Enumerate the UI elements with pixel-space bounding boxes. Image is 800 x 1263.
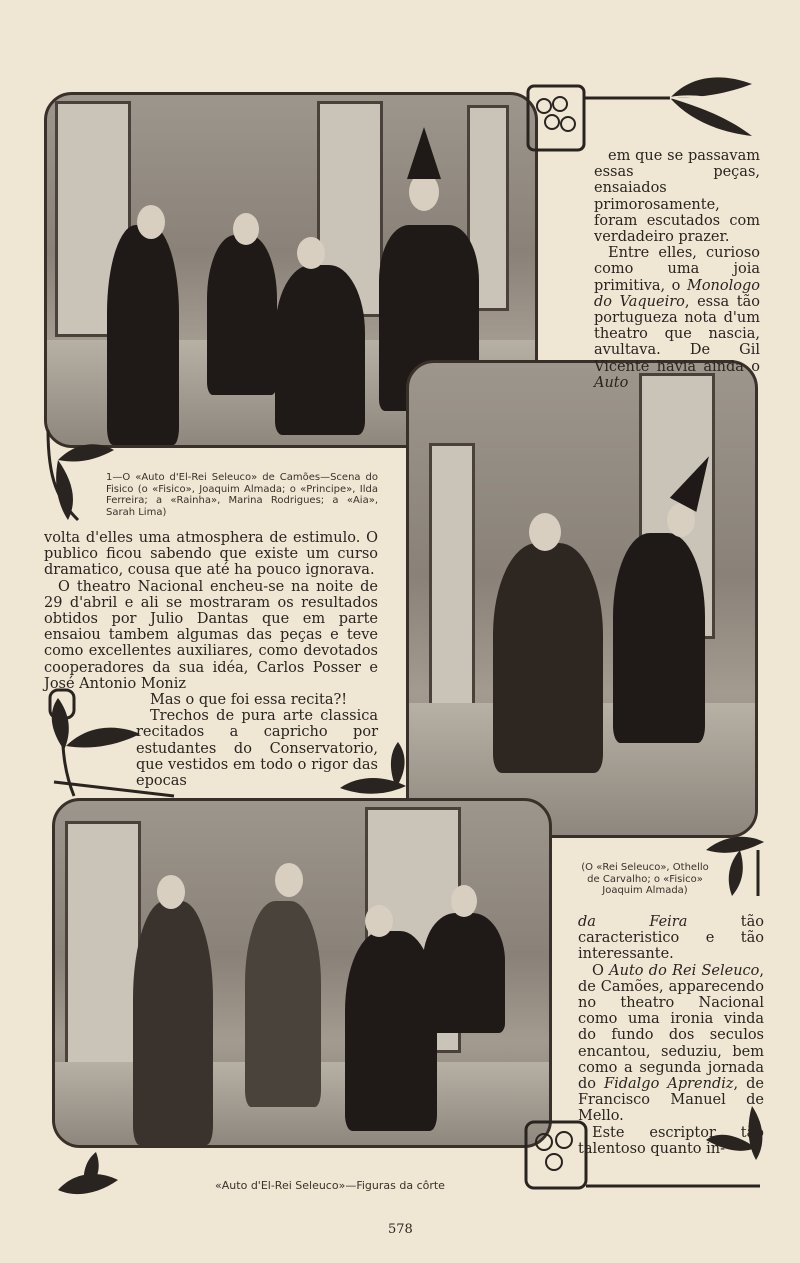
paragraph: O — [592, 962, 610, 979]
paragraph: , essa tão portugueza nota d'um theatro que nascia, avultava. De Gil Vicente havia ainda o — [594, 293, 760, 375]
paragraph: em que se passavam essas peças, ensaiados primorosamente, foram escutados com verdadeiro prazer. — [594, 148, 760, 246]
paragraph: Mas o que foi essa recita?! — [150, 692, 348, 709]
caption-photo-3: «Auto d'El-Rei Seleuco»—Figuras da côrte — [215, 1179, 445, 1192]
caption-photo-1: 1—O «Auto d'El-Rei Seleuco» de Camões—Scena do Fisico (o «Fisico», Joaquim Almada; o «Principe», Ilda Ferreira; a «Rainha», Marina Rodrigues; a «Aia», Sarah Lima) — [106, 472, 378, 518]
text-column-left — [44, 530, 378, 789]
paragraph: Trechos de pura arte classica recitados a capricho por estudantes do Conservatorio, que vestidos em todo o rigor das epocas — [136, 708, 378, 790]
photo-rei-seleuco — [406, 360, 758, 838]
title-italic: Monologo do Vaqueiro — [594, 277, 760, 310]
photo-figuras-da-corte — [52, 798, 552, 1148]
text-column-right-top — [594, 148, 760, 391]
paragraph: , de Francisco Manuel de Mello. — [578, 1076, 765, 1125]
paragraph: Este escriptor tão talentoso quanto in- — [578, 1124, 764, 1157]
leaf-ornament-top-right — [520, 76, 760, 156]
leaf-ornament-bottom-left — [54, 1150, 124, 1210]
paragraph: , de Camões, apparecendo no theatro Nacional como uma ironia vinda do fundo dos seculos encantou, seduziu, bem como a segunda jornada do — [578, 962, 764, 1093]
paragraph: Entre elles, curioso como uma joia primitiva, o — [594, 245, 760, 294]
paragraph: O theatro Nacional encheu-se na noite de 29 d'abril e ali se mostraram os resultados obtidos por Julio Dantas que em parte ensaiou tambem algumas das peças e teve como excellentes auxiliares, como devotados cooperadores da sua idéa, Carlos Posser e José Antonio Moniz — [44, 578, 378, 692]
page-number: 578 — [388, 1222, 413, 1237]
paragraph: tão caracteristico e tão interessante. — [578, 914, 764, 963]
title-italic: Auto do Rei Seleuco — [609, 962, 760, 979]
text-column-right-bottom — [578, 914, 764, 1157]
title-italic: Auto — [594, 374, 629, 391]
title-italic: Fidalgo Aprendiz — [604, 1076, 734, 1093]
title-italic: da Feira — [578, 914, 688, 930]
paragraph: volta d'elles uma atmosphera de estimulo. O publico ficou sabendo que existe um curso dramatico, cousa que até ha pouco ignorava. — [44, 530, 378, 579]
caption-photo-2: (O «Rei Seleuco», Othello de Carvalho; o «Fisico» Joaquim Almada) — [581, 862, 709, 896]
